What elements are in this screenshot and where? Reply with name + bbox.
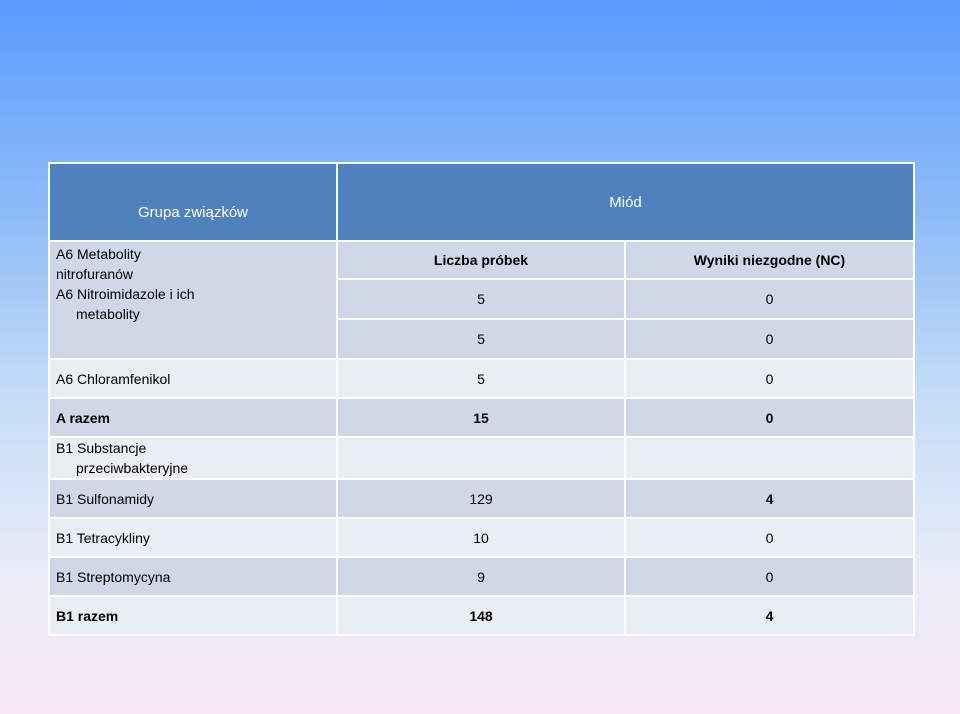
table-row xyxy=(49,596,914,635)
row-name: B1 Streptomycyna xyxy=(49,557,337,596)
row-name-line2: przeciwbakteryjne xyxy=(76,460,189,476)
row-name: A6 Chloramfenikol xyxy=(49,359,337,398)
row-name: B1 Sulfonamidy xyxy=(49,479,337,518)
row-count: 148 xyxy=(337,596,625,635)
table-row xyxy=(49,518,914,557)
row-count: 5 xyxy=(337,319,625,359)
row-name: B1 razem xyxy=(49,596,337,635)
table-row xyxy=(49,437,914,479)
row-name-line1: A6 Metabolity xyxy=(56,246,141,262)
row-name-line1: B1 Substancje xyxy=(56,440,147,456)
row-nc: 0 xyxy=(625,279,914,319)
table-row xyxy=(49,359,914,398)
row-nc: 4 xyxy=(625,479,914,518)
row-name-line2: metabolity xyxy=(76,306,140,322)
row-count: 129 xyxy=(337,479,625,518)
row-count: 5 xyxy=(337,359,625,398)
table-row xyxy=(49,398,914,437)
row-name xyxy=(49,437,337,479)
header-group xyxy=(49,163,337,241)
table-row xyxy=(49,557,914,596)
header-count: Liczba próbek xyxy=(337,241,625,279)
row-name: B1 Tetracykliny xyxy=(49,518,337,557)
row-count: 10 xyxy=(337,518,625,557)
row-nc xyxy=(625,437,914,479)
row-nc: 0 xyxy=(625,518,914,557)
row-count: 5 xyxy=(337,279,625,319)
group-label: Grupa związków xyxy=(137,203,249,221)
header-nc: Wyniki niezgodne (NC) xyxy=(625,241,914,279)
honey-label: Miód xyxy=(609,193,642,211)
row-count: 9 xyxy=(337,557,625,596)
row-nc: 0 xyxy=(625,398,914,437)
row-count xyxy=(337,437,625,479)
row-name: A razem xyxy=(49,398,337,437)
header-honey xyxy=(337,163,914,241)
row-nc: 0 xyxy=(625,557,914,596)
row-name-line1: A6 Nitroimidazole i ich xyxy=(56,286,195,302)
residue-table xyxy=(48,162,915,636)
row-nc: 4 xyxy=(625,596,914,635)
row-name-line2: nitrofuranów xyxy=(56,266,134,282)
row-nc: 0 xyxy=(625,359,914,398)
table-row xyxy=(49,479,914,518)
row-group-cell xyxy=(49,241,337,359)
row-count: 15 xyxy=(337,398,625,437)
row-nc: 0 xyxy=(625,319,914,359)
